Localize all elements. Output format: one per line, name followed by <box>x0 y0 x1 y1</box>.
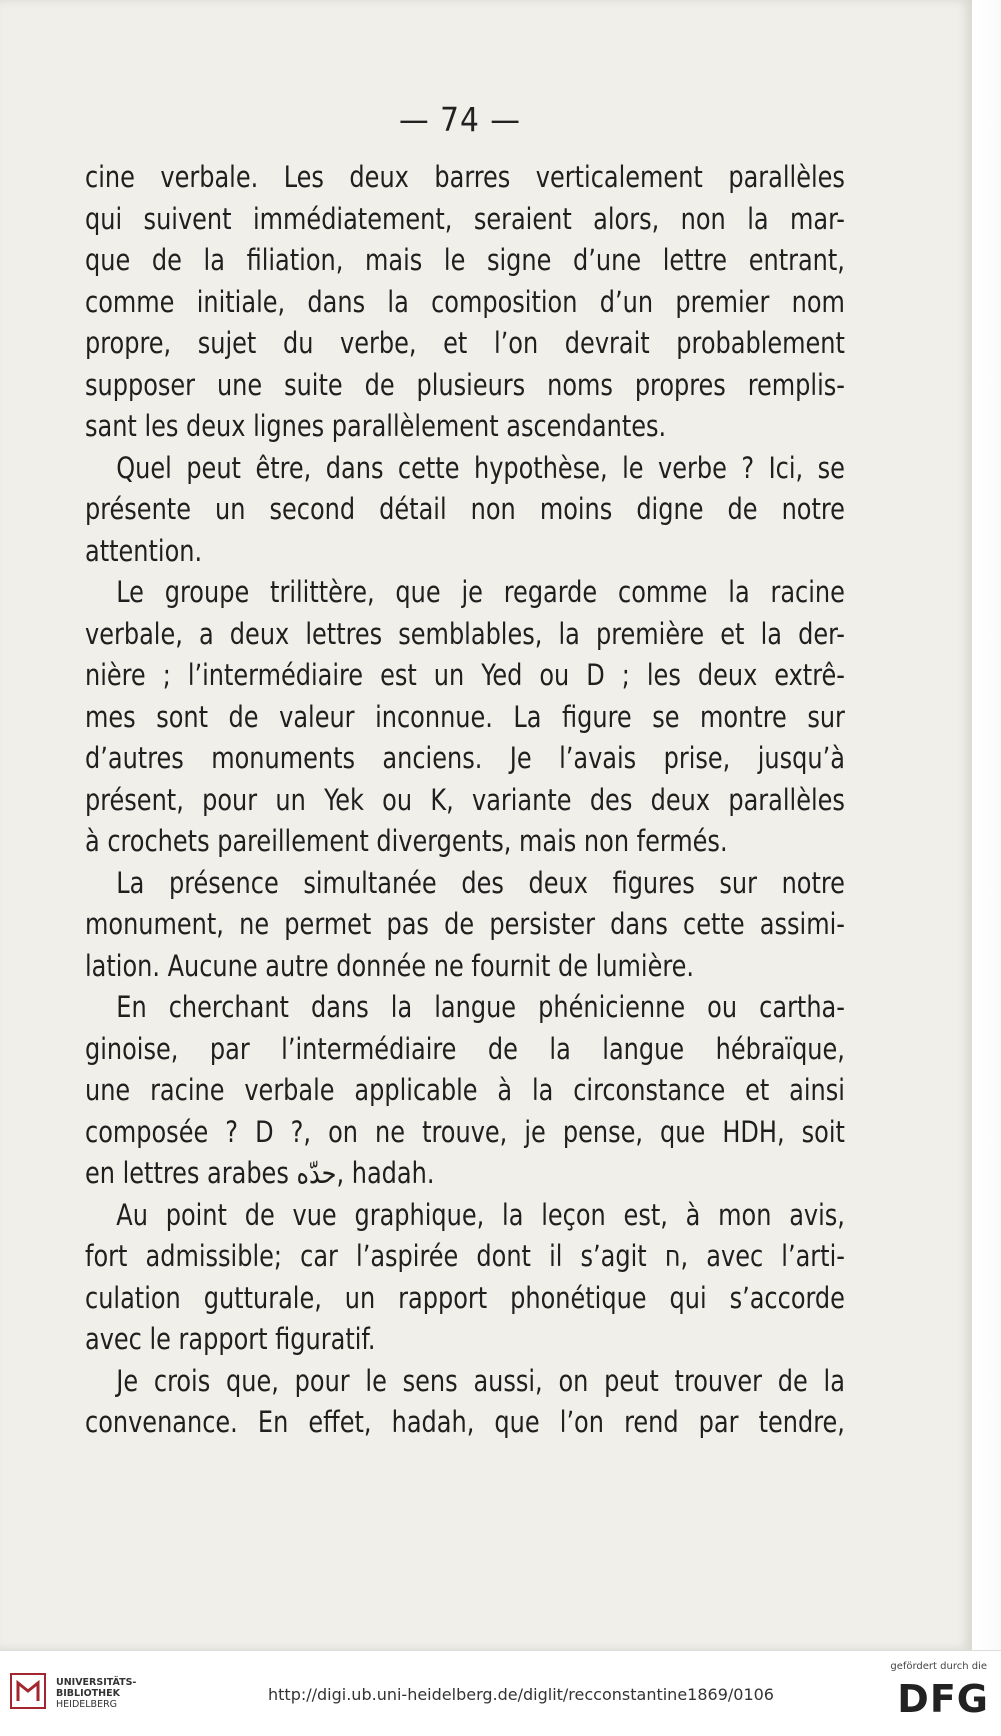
text-line: composée ? D ?, on ne trouve, je pense, que HDH, soit <box>85 1114 845 1149</box>
text-line: La présence simultanée des deux figures sur notre <box>116 865 845 900</box>
text-line: En cherchant dans la langue phénicienne ou cartha- <box>116 990 845 1024</box>
text-line: Le groupe trilittère, que je regarde comme la racine <box>116 575 845 609</box>
university-library-logo-icon <box>10 1673 46 1709</box>
text-line: présent, pour un Yek ou K, variante des deux parallèles <box>85 782 845 817</box>
text-line: avec le rapport figuratif. <box>85 1322 376 1356</box>
text-line: en lettres arabes حدّه, hadah. <box>85 1156 435 1190</box>
text-line: d’autres monuments anciens. Je l’avais prise, jusqu’à <box>85 741 845 775</box>
library-name-line-2: BIBLIOTHEK <box>56 1688 120 1699</box>
text-line: fort admissible; car l’aspirée dont il s’agit ח, avec l’arti- <box>85 1239 845 1273</box>
viewer-footer <box>0 1650 1001 1736</box>
dfg-logo: DFG <box>897 1677 989 1721</box>
text-line: présente un second détail non moins digne de notre <box>85 492 845 526</box>
text-line: que de la filiation, mais le signe d’une lettre entrant, <box>85 243 845 277</box>
permalink-url[interactable]: http://digi.ub.uni-heidelberg.de/diglit/recconstantine1869/0106 <box>268 1685 774 1704</box>
text-line: ginoise, par l’intermédiaire de la langue hébraïque, <box>85 1031 845 1066</box>
library-name <box>56 1677 136 1710</box>
text-line: sant les deux lignes parallèlement ascendantes. <box>85 409 667 443</box>
text-line: verbale, a deux lettres semblables, la première et la der- <box>85 616 845 651</box>
text-line: attention. <box>85 533 203 568</box>
body-text <box>85 157 845 1444</box>
text-line: Je crois que, pour le sens aussi, on peut trouver de la <box>116 1363 845 1398</box>
text-line: propre, sujet du verbe, et l’on devrait probablement <box>85 326 845 360</box>
text-line: lation. Aucune autre donnée ne fournit de lumière. <box>85 948 695 983</box>
text-line: Quel peut être, dans cette hypothèse, le verbe ? Ici, se <box>116 450 845 485</box>
text-line: qui suivent immédiatement, seraient alors, non la mar- <box>85 201 845 236</box>
text-line: Au point de vue graphique, la leçon est, à mon avis, <box>116 1197 845 1232</box>
text-line: à crochets pareillement divergents, mais non fermés. <box>85 824 728 858</box>
text-line: nière ; l’intermédiaire est un Yed ou D ; les deux extrê- <box>85 658 845 692</box>
text-line: cine verbale. Les deux barres verticalement parallèles <box>85 160 845 194</box>
library-name-line-3: HEIDELBERG <box>56 1699 118 1710</box>
text-line: culation gutturale, un rapport phonétique qui s’accorde <box>85 1280 845 1315</box>
text-line: mes sont de valeur inconnue. La figure se montre sur <box>85 699 845 734</box>
library-name-line-1: UNIVERSITÄTS- <box>56 1677 137 1688</box>
page-edge <box>972 0 1001 1650</box>
text-line: supposer une suite de plusieurs noms propres remplis- <box>85 367 845 402</box>
text-line: comme initiale, dans la composition d’un premier nom <box>85 284 845 319</box>
text-line: monument, ne permet pas de persister dans cette assimi- <box>85 907 845 941</box>
text-line: convenance. En effet, hadah, que l’on rend par tendre, <box>85 1405 845 1439</box>
page-number: — 74 — <box>398 100 521 139</box>
text-line: une racine verbale applicable à la circonstance et ainsi <box>85 1073 845 1107</box>
funder-note: gefördert durch die <box>890 1661 987 1672</box>
